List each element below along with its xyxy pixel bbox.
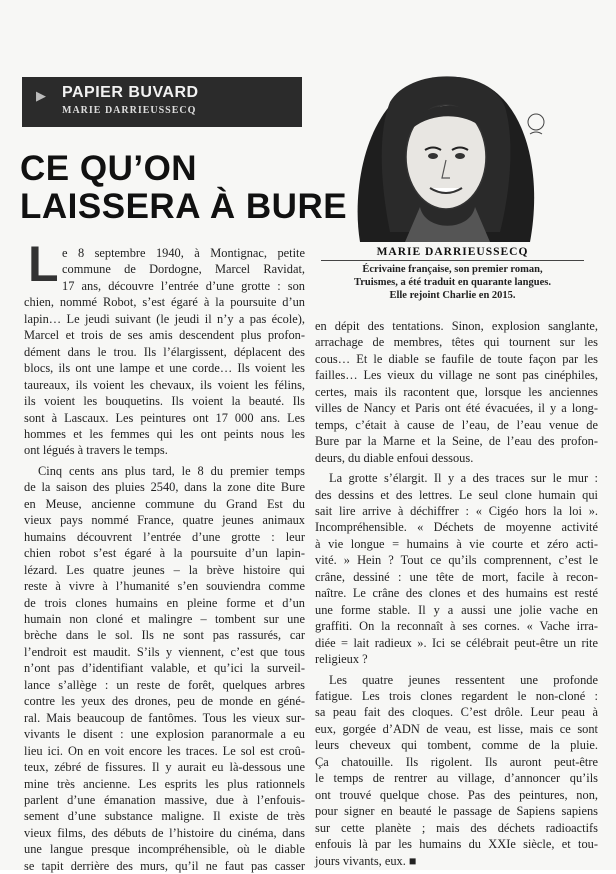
article-line: vieux films, des débuts de l’histoire du cinéma, dans (24, 825, 305, 840)
article-line: de trois clones humains en pleine forme et d’un (24, 595, 305, 610)
article-line: une langue presque incompréhensible, où le diable (24, 842, 305, 857)
article-line: ils voient les bouquetins. Ils voient la beauté. Ils (24, 394, 305, 409)
column-rubric-banner (22, 77, 302, 127)
article-line: commune de Dordogne, Marcel Ravidat, (62, 262, 305, 277)
article-line: Les quatre jeunes ressentent une profonde (329, 672, 598, 687)
play-arrow-icon: ▶ (36, 88, 46, 103)
caption-author-name: MARIE DARRIEUSSECQ (376, 246, 529, 258)
article-line: blocs, ils ont une lampe et une corde… Ils voient les (24, 361, 305, 376)
article-line: en dépit des tentations. Sinon, explosion sanglante, (315, 319, 598, 333)
article-line: naître. Le crâne des clones et des humains est resté (315, 586, 598, 601)
article-line: chien robot s’est égaré à la poursuite d’un lapin- (24, 546, 305, 561)
article-line: vité. » Hein ? Tout ce qu’ils comprennent, c’est le (315, 553, 598, 568)
rubric-title: PAPIER BUVARD (62, 84, 199, 101)
article-line: graffiti. On la reconnaît à ses cornes. « Vache irra- (315, 619, 598, 634)
drop-cap: L (28, 236, 59, 292)
article-line: Cinq cents ans plus tard, le 8 du premier temps (38, 463, 305, 478)
author-portrait-drawing (330, 62, 562, 242)
article-line: Bure par la Marne et la Seine, de l’eau des profon- (315, 434, 598, 449)
article-line: ral. Mais beaucoup de fantômes. Tous les vieux sur- (24, 710, 305, 725)
article-line: e 8 septembre 1940, à Montignac, petite (62, 246, 305, 260)
article-line: ont légués à travers le temps. (24, 443, 168, 458)
article-line: Marcel et trois de ses amis descendent plus profon- (24, 328, 305, 343)
article-line: mine très ancienne. Les esprits les plus rationnels (24, 776, 305, 791)
article-line: teux, zébré de fissures. Il y aurait eu là-dessous une (24, 760, 305, 775)
article-line: reste à vivre à l’humanité s’en souviendra comme (24, 579, 305, 594)
rubric-author: MARIE DARRIEUSSECQ (62, 105, 197, 116)
article-line: sur cette planète ; mais des déchets radioactifs (315, 820, 598, 835)
article-line: sait lire arrive à déchiffrer : « Cigéo hors la loi ». (315, 503, 598, 518)
bio-line-2: Truismes, a été traduit en quarante langues. (354, 277, 551, 288)
article-line: arrachage de membres, têtes qui tournent sur les (315, 335, 598, 350)
article-line: à vie longue = humains à vie courte et zéro acti- (315, 536, 598, 551)
article-line: taureaux, ils voient les chevaux, ils voient les félins, (24, 377, 305, 392)
article-line: pour signer en beauté le passage de Sapiens sapiens (315, 804, 598, 819)
article-line: une forme stable. Il y a aussi une jolie vache en (315, 602, 598, 617)
portrait-caption (315, 242, 590, 312)
article-line: humain non cloné et malingre – tombent sur une (24, 611, 305, 626)
article-line: sement d’une substance maligne. Il existe de très (24, 809, 305, 824)
article-line: sont à Lascaux. Les peintures ont 17 000 ans. Les (24, 410, 305, 425)
article-line: Incompréhensible. « Déchets de moyenne activité (315, 520, 598, 535)
article-line: cous… Et le diable se faufile de toute façon par les (315, 351, 598, 366)
article-line: lance s’allège : un reste de forêt, quelques arbres (24, 677, 305, 692)
article-headline (20, 149, 348, 226)
article-line: en Meuse, ancienne commune du Grand Est du (24, 496, 305, 511)
article-column-1 (24, 236, 305, 874)
caption-bio (315, 263, 590, 302)
article-column-2 (315, 318, 598, 869)
article-line: temps, c’était à cause de l’eau, de l’eau venue de (315, 417, 598, 432)
article-line: eux, gorgée d’ADN de veau, est lisse, mais ce sont (315, 721, 598, 736)
article-line: le temps de rentrer au village, d’annoncer qu’ils (315, 771, 598, 786)
article-line: l’endroit est maudit. S’ils y viennent, c’est que tous (24, 644, 305, 659)
article-line: humains découvrent l’entrée d’une grotte : leur (24, 529, 305, 544)
article-line: sa peau fait des cloques. C’est drôle. Leur peau à (315, 705, 598, 720)
article-line: lézard. Les quatre jeunes – la brève histoire qui (24, 562, 305, 577)
article-line: parlent d’une émanation massive, due à l’enfouis- (24, 792, 305, 807)
article-line: des dessins et des lettres. Le seul clone humain qui (315, 487, 598, 502)
article-line: lieu ici. On en voit encore les traces. Le sol est croû- (24, 743, 305, 758)
article-line: Ça chatouille. Ils rigolent. Ils auront peut-être (315, 754, 598, 769)
article-line: brèche dans le sol. Ils ne sont pas rassurés, car (24, 628, 305, 643)
headline-line-2: LAISSERA À BURE (20, 187, 348, 226)
article-line: se tapit derrière des murs, qu’il ne faut pas casser (24, 858, 305, 873)
article-line: ont trouvé quelque chose. Pas des peintures, non, (315, 787, 598, 802)
article-line: fatigue. Les trois clones regardent le non-cloné : (315, 688, 598, 703)
article-line: deurs, du diable enfoui dessous. (315, 450, 474, 465)
article-line: certes, mais ils racontent que, lorsque les anciennes (315, 384, 598, 399)
article-line: religieux ? (315, 652, 368, 667)
article-line: leurs cheveux qui tombent, comme de la pluie. (315, 738, 598, 753)
article-line: hommes et les femmes qui les ont peints nous les (24, 426, 305, 441)
article-line: failles… Les vieux du village ne sont pas cinéphiles, (315, 368, 598, 383)
article-line: n’ont pas d’identifiant valable, et qu’ici la surveil- (24, 661, 305, 676)
article-line: lapin… Le jeudi suivant (le jeudi il n’y a pas école), (24, 311, 305, 326)
article-line: jours vivants, eux. ■ (315, 853, 417, 868)
caption-divider (321, 260, 584, 261)
bio-line-3: Elle rejoint Charlie en 2015. (389, 290, 516, 301)
article-line: 17 ans, découvre l’entrée d’une grotte : son (62, 278, 305, 293)
article-line: crâne, dessiné : une tête de mort, facile à recon- (315, 569, 598, 584)
article-line: de la saison des pluies 2540, dans la zone dite Bure (24, 480, 305, 495)
bio-line-1: Écrivaine française, son premier roman, (362, 264, 543, 275)
article-line: vieux pays nommé France, quatre jeunes animaux (24, 513, 305, 528)
article-line: vivants le disent : une explosion paranormale a eu (24, 727, 305, 742)
article-line: dément dans le trou. Ils l’élargissent, déplacent des (24, 344, 305, 359)
article-line: diée = lait radieux ». Ici se célébrait peut-être un rite (315, 635, 598, 650)
headline-line-1: CE QU’ON (20, 149, 198, 188)
article-line: villes de Nancy et Paris ont été évacuées, il y a long- (315, 401, 598, 416)
article-line: chien, nommé Robot, s’est égaré à la poursuite d’un (24, 295, 305, 310)
article-line: contre les yeux des drones, peu de monde en géné- (24, 694, 305, 709)
article-line: enfouis là par les humains du XXIe siècle, et tou- (315, 837, 598, 852)
article-line: La grotte s’élargit. Il y a des traces sur le mur : (329, 471, 598, 486)
